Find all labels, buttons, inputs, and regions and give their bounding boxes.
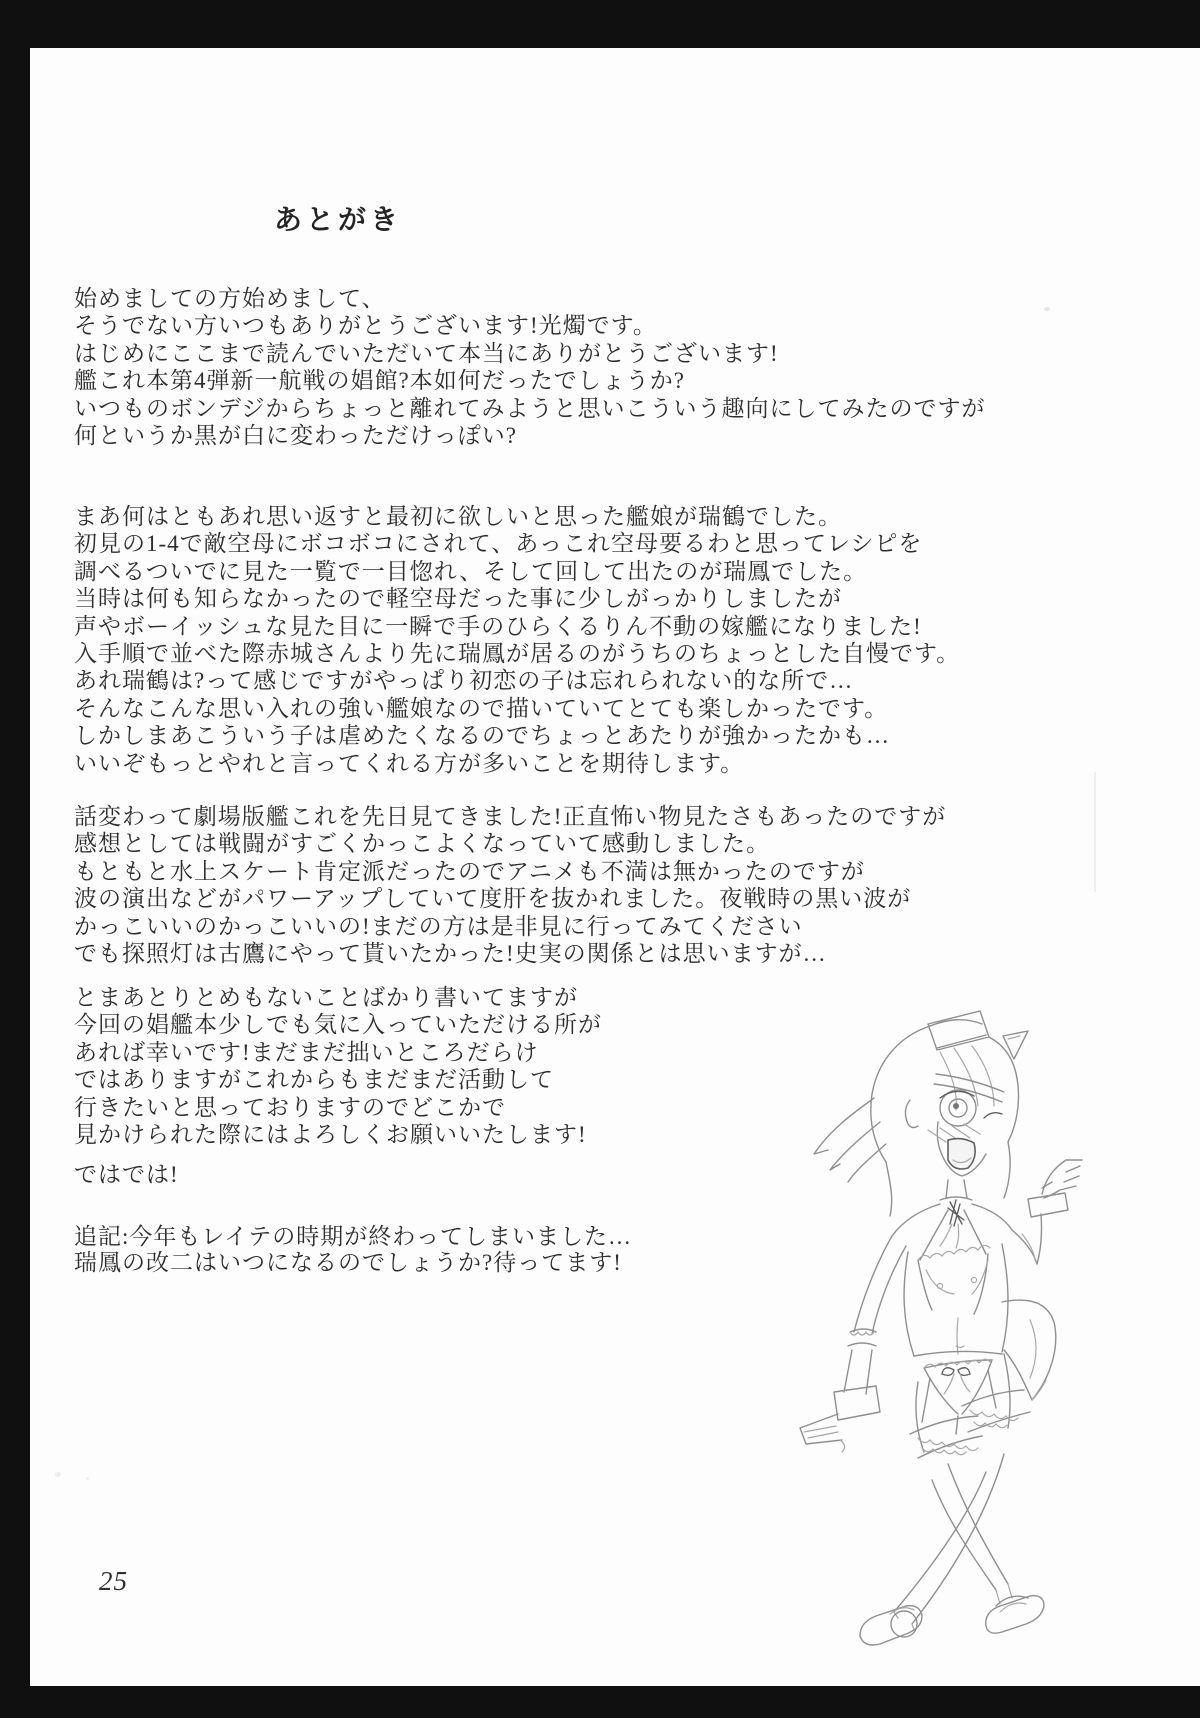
sketch-head: [814, 1011, 1028, 1216]
text-line: 瑞鳳の改二はいつになるのでしょうか?待ってます!: [74, 1250, 622, 1275]
text-line: とまあとりとめもないことばかり書いてますが: [74, 985, 578, 1010]
text-line: 入手順で並べた際赤城さんより先に瑞鳳が居るのがうちのちょっとした自慢です。: [74, 641, 961, 667]
paragraph-closing: [74, 984, 602, 1148]
text-line: ではでは!: [74, 1162, 179, 1187]
text-line: しかしまあこういう子は虐めたくなるのでちょっとあたりが強かったかも…: [74, 723, 890, 749]
text-line: そんなこんな思い入れの強い艦娘なので描いていてとても楽しかったです。: [74, 695, 889, 721]
scan-speck: [1044, 307, 1050, 311]
text-line: もともと水上スケート肯定派だったのでアニメも不満は無かったのですが: [74, 858, 865, 884]
page-title: あとがき: [274, 205, 403, 236]
text-line: 当時は何も知らなかったので軽空母だった事に少しがっかりしましたが: [74, 586, 842, 612]
text-line: でも探照灯は古鷹にやって貰いたかった!史実の関係とは思いますが…: [74, 941, 827, 967]
text-line: ではありますがこれからもまだまだ活動して: [74, 1067, 554, 1093]
text-line: あれ瑞鶴は?って感じですがやっぱり初恋の子は忘れられない的な所で…: [74, 668, 854, 694]
text-line: 艦これ本第4弾新一航戦の娼館?本如何だったでしょうか?: [74, 368, 685, 394]
text-line: 見かけられた際にはよろしくお願いいたします!: [74, 1122, 587, 1148]
text-line: 何というか黒が白に変わっただけっぽい?: [74, 423, 517, 449]
text-line: 今回の娼艦本少しでも気に入っていただける所が: [74, 1012, 602, 1038]
text-line: 感想としては戦闘がすごくかっこよくなっていて感動しました。: [74, 831, 770, 857]
page-number: 25: [99, 1566, 128, 1596]
character-sketch-illustration: [790, 1002, 1100, 1662]
text-line: 初見の1-4で敵空母にボコボコにされて、あっこれ空母要るわと思ってレシピを: [74, 531, 923, 557]
paragraph-farewell: [74, 1161, 179, 1188]
paragraph-postscript: [74, 1224, 632, 1276]
text-line: あれば幸いです!まだまだ拙いところだらけ: [74, 1039, 539, 1065]
paragraph-movie: [74, 803, 946, 967]
text-line: そうでない方いつもありがとうございます!光燭です。: [74, 313, 657, 339]
scan-speck: [55, 1472, 61, 1477]
scan-speck: [86, 1477, 89, 1480]
text-line: 始めましての方始めまして、: [74, 286, 386, 311]
text-line: 行きたいと思っておりますのでどこかで: [74, 1094, 506, 1120]
scan-border-bottom: [0, 1686, 1200, 1718]
text-line: 調べるついでに見た一覧で一目惚れ、そして回して出たのが瑞鳳でした。: [74, 558, 868, 584]
text-line: 声やボーイッシュな見た目に一瞬で手のひらくるりん不動の嫁艦になりました!: [74, 613, 922, 639]
paragraph-greeting: [74, 285, 986, 449]
text-line: 話変わって劇場版艦これを先日見てきました!正直怖い物見たさもあったのですが: [74, 804, 947, 829]
text-line: かっこいいのかっこいいの!まだの方は是非見に行ってみてください: [74, 913, 803, 939]
scan-border-top: [0, 0, 1200, 48]
sketch-hips-skirt: [914, 1300, 1056, 1434]
paragraph-zuihou-story: [74, 503, 960, 777]
scan-border-left: [0, 0, 30, 1718]
text-line: いいぞもっとやれと言ってくれる方が多いことを期待します。: [74, 750, 745, 776]
sketch-torso: [800, 1160, 1082, 1452]
text-line: 波の演出などがパワーアップしていて度肝を抜かれました。夜戦時の黒い波が: [74, 886, 912, 912]
text-line: いつものボンデジからちょっと離れてみようと思いこういう趣向にしてみたのですが: [74, 395, 986, 421]
text-line: はじめにここまで読んでいただいて本当にありがとうございます!: [74, 340, 779, 366]
text-line: まあ何はともあれ思い返すと最初に欲しいと思った艦娘が瑞鶴でした。: [74, 504, 842, 529]
text-line: 追記:今年もレイテの時期が終わってしまいました…: [74, 1224, 633, 1249]
sketch-legs: [860, 1354, 1044, 1645]
scan-streak: [1094, 772, 1096, 892]
scan-speck: [406, 343, 411, 346]
